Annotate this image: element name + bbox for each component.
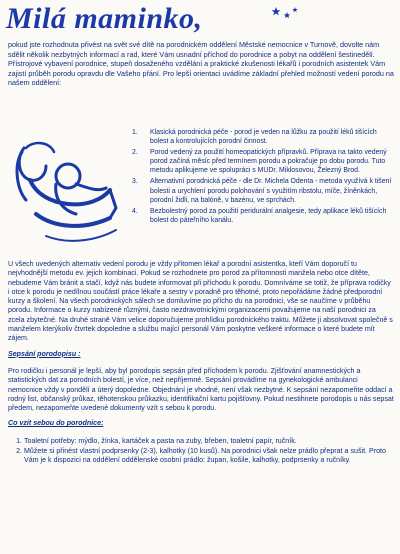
intro-paragraph: pokud jste rozhodnuta přivést na svět své dítě na porodnickém oddělení Městské nemocnice v Turnově, dovolte nám sdělit několik nezbytných informací a rad, které Vám usnadní příchod do porodnice a pobyt na oddělení šestinedělí. Přístrojové vybavení porodnice, stupeň dosaženého vzdělání a praktické zkušenosti lékařů i porodních asistentek Vám zajistí průběh porodu opravdu dle Vašeho přání. Pro lepší orientaci uvádíme základní přehled možností vedení porodu na našem oddělení: xyxy=(8,40,394,88)
list-item xyxy=(132,207,394,225)
list-item: 1. Toaletní potřeby: mýdlo, žínka, kartáček a pasta na zuby, břeben, toaletní papír, ručník. xyxy=(24,437,394,446)
list-item xyxy=(132,128,394,146)
stars-decoration-icon xyxy=(270,6,300,24)
list-item xyxy=(132,177,394,204)
list-item-number: 3. xyxy=(132,178,138,186)
paragraph-septic: Pro rodičku i personál je lepší, aby byl porodopis sepsán před příchodem k porodu. Zjišťování anamnestických a statistických dat za porodních bolestí, je více, než nepříjemné. Sepsání provádíme na gynekologické ambulanci nemocnice vždy v pondělí a úterý dopoledne. Objednání je vhodné, není však nezbytné. K sepsání nezapomeňte oddací a rodný list, občanský průkaz, těhotenskou průkazku, identifikační kartu pojišťovny. Pokud nestihnete porodopis u nás sepsat předem, nezapomeňte uvedené dokumenty vzít s sebou k porodu. xyxy=(8,366,394,413)
list-item-number: 4. xyxy=(132,207,138,215)
paragraph-methods-info: U všech uvedených alternativ vedení porodu je vždy přítomen lékař a porodní asistentka, kteří Vám doporučí tu nejvhodnější metodu ev. jejich kombinaci. Pokud se rozhodnete pro porod za přítomnosti manžela nebo otce dítěte, nebudeme Vám bránit a stačí, když nás budete informovat při příchodu k porodu. Domníváme se totiž, že příprava rodičky i otce k porodu je nedílnou součástí práce lékaře a sestry v poradně pro těhotné, proto nepořádáme žádné předporodní kurzy a školení. Na všech porodnických sálech se domluvíme po přícho du na porodnici, vše se naučíme v průběhu porodu. Informace o kurzy nabízené různými, často nezdravotnickými organizacemi považujeme na naší porodnici za zcela zbytečné. Na druhé straně Vám velice doporučujeme prohlídku porodnického traktu. Můžete ji absolvovat společně s manželem kterýkoliv čtvrtek dopoledne a službu mající personál Vám poskytne veškeré informace o které budete mít zájem. xyxy=(8,260,393,343)
main-text xyxy=(8,260,394,467)
birth-methods-list xyxy=(132,128,394,227)
list-item: 2. Můžete si přinést vlastní podprsenky (2-3), kalhotky (10 kusů). Na porodnici však nelze prádlo přeprat a sušit. Proto Vám je k dispozici na oddělení oddělenské osobní prádlo: župan, košile, kalhotky, podprsenky a ručníky. xyxy=(24,447,394,466)
list-item-text: Porod vedený za použití homeopatických přípravků. Příprava na takto vedený porod začíná měsíc před termínem porodu a pokračuje po dobu porodu. Tuto metodu aplikujeme ve spolupráci s MUDr. Miklosovou, Železný Brod. xyxy=(150,149,387,175)
list-item-text: Klasická porodnická péče - porod je veden na lůžku za použití léků tišících bolest a kontrolujících porodní činnost. xyxy=(150,129,377,146)
list-item-text: Alternativní porodnická péče - dle Dr. Michela Odenta - metoda využívá k tišení bolesti a urychlení porodu polohování s využitím ribstolu, míče, žíněnkách, porodní židli, na balóně, v bazénu, ve sprchách. xyxy=(150,178,392,204)
page-title: Milá maminko, xyxy=(6,2,203,35)
what-to-take-list xyxy=(8,437,394,466)
list-item xyxy=(132,148,394,175)
list-item-number: 1. xyxy=(132,129,138,136)
intro-text xyxy=(8,40,394,88)
heading-septic: Sepsání porodopisu : xyxy=(8,349,81,358)
heading-what-to-take: Co vzít sebou do porodnice: xyxy=(8,419,104,428)
mother-and-child-illustration-icon xyxy=(6,118,126,256)
list-item-text: Bezbolestný porod za použití peridurální analgesie, tedy aplikace léků tišících bolest do páteřního kanálu. xyxy=(150,207,387,224)
list-item-number: 2. xyxy=(132,149,138,157)
